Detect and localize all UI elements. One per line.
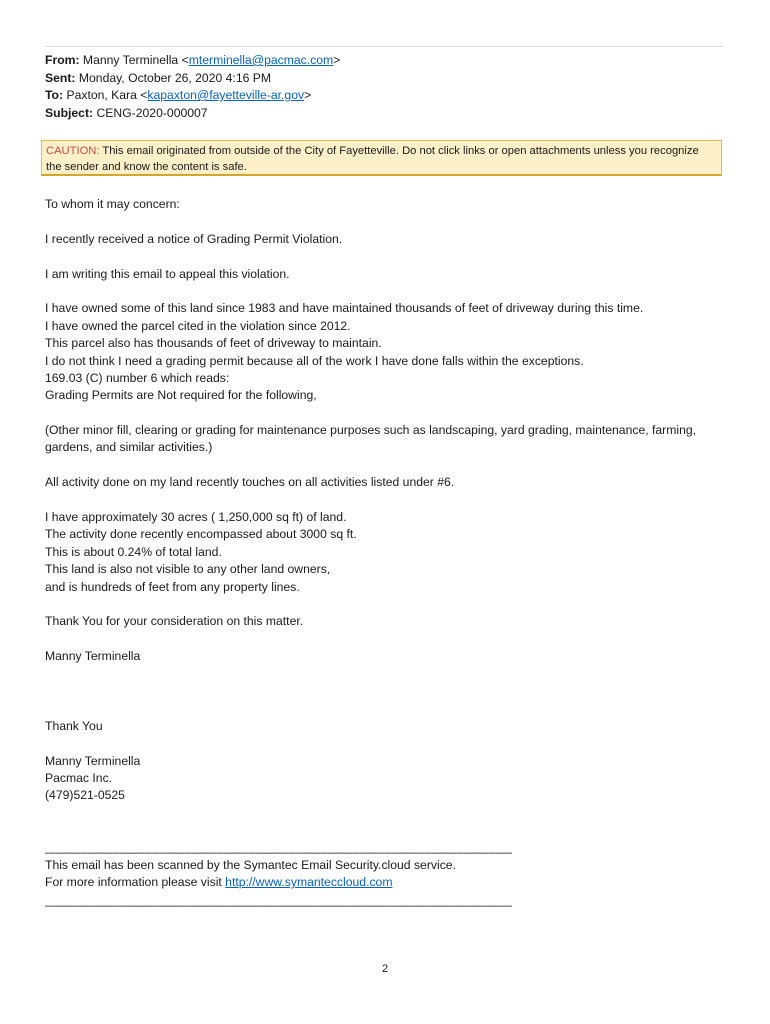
paragraph-line: The activity done recently encompassed about 3000 sq ft. (45, 527, 357, 542)
from-email-link[interactable]: mterminella@pacmac.com (188, 53, 334, 67)
email-body (45, 196, 735, 909)
thanks-line: Thank You for your consideration on this matter. (45, 614, 304, 629)
to-email-link[interactable]: kapaxton@fayetteville-ar.gov (147, 88, 305, 102)
paragraph-line: This land is also not visible to any other land owners, (45, 562, 331, 577)
footer-separator: ________________________________________________________________________ (45, 840, 512, 855)
to-line (45, 87, 725, 105)
quote-line: (Other minor fill, clearing or grading for maintenance purposes such as landscaping, yard grading, maintenance, farming, (45, 423, 697, 438)
sent-label: Sent: (45, 70, 76, 85)
activity-line: All activity done on my land recently touches on all activities listed under #6. (45, 475, 455, 490)
from-label: From: (45, 53, 80, 67)
thank-you: Thank You (45, 718, 103, 733)
to-close: > (304, 88, 312, 102)
from-close: > (333, 53, 341, 67)
footer-separator: ________________________________________________________________________ (45, 892, 512, 907)
notice-line: I recently received a notice of Grading Permit Violation. (45, 231, 343, 246)
email-header (45, 52, 725, 122)
appeal-line: I am writing this email to appeal this violation. (45, 266, 290, 281)
caution-text-2: the sender and know the content is safe. (46, 160, 247, 173)
from-name: Manny Terminella < (82, 53, 189, 67)
header-divider (45, 46, 724, 47)
caution-banner (41, 140, 722, 176)
symantec-link[interactable]: http://www.symanteccloud.com (225, 875, 393, 890)
to-label: To: (45, 88, 64, 102)
to-name: Paxton, Kara < (66, 88, 148, 102)
subject-line (45, 105, 725, 123)
subject-label: Subject: (45, 105, 94, 120)
sent-value: Monday, October 26, 2020 4:16 PM (78, 70, 272, 85)
greeting: To whom it may concern: (45, 197, 180, 211)
caution-label: CAUTION: (46, 145, 100, 157)
paragraph-line: I do not think I need a grading permit because all of the work I have done falls within the exceptions. (45, 353, 584, 368)
paragraph-line: I have owned the parcel cited in the violation since 2012. (45, 318, 351, 333)
quote-line: gardens, and similar activities.) (45, 440, 213, 455)
paragraph-line: This is about 0.24% of total land. (45, 544, 222, 559)
signoff-name: Manny Terminella (45, 649, 141, 664)
signature-line: Manny Terminella (45, 753, 141, 768)
info-text: For more information please visit (45, 875, 226, 890)
signature-line: (479)521-0525 (45, 788, 125, 803)
sent-line (45, 70, 725, 88)
page-number: 2 (381, 963, 389, 975)
caution-text-1: This email originated from outside of the City of Fayetteville. Do not click links or open attachments unless you recognize (99, 145, 699, 157)
paragraph-line: I have approximately 30 acres ( 1,250,000 sq ft) of land. (45, 510, 347, 525)
paragraph-line: I have owned some of this land since 1983 and have maintained thousands of feet of driveway during this time. (45, 301, 644, 316)
paragraph-line: Grading Permits are Not required for the following, (45, 388, 317, 403)
scan-notice: This email has been scanned by the Symantec Email Security.cloud service. (45, 857, 456, 872)
caution-line-1 (46, 144, 717, 160)
paragraph-line: This parcel also has thousands of feet of driveway to maintain. (45, 336, 382, 351)
paragraph-line: 169.03 (C) number 6 which reads: (45, 370, 230, 385)
subject-value: CENG-2020-000007 (96, 105, 208, 120)
signature-line: Pacmac Inc. (45, 770, 113, 785)
paragraph-line: and is hundreds of feet from any property lines. (45, 579, 300, 594)
from-line (45, 52, 725, 70)
info-line (45, 874, 735, 891)
